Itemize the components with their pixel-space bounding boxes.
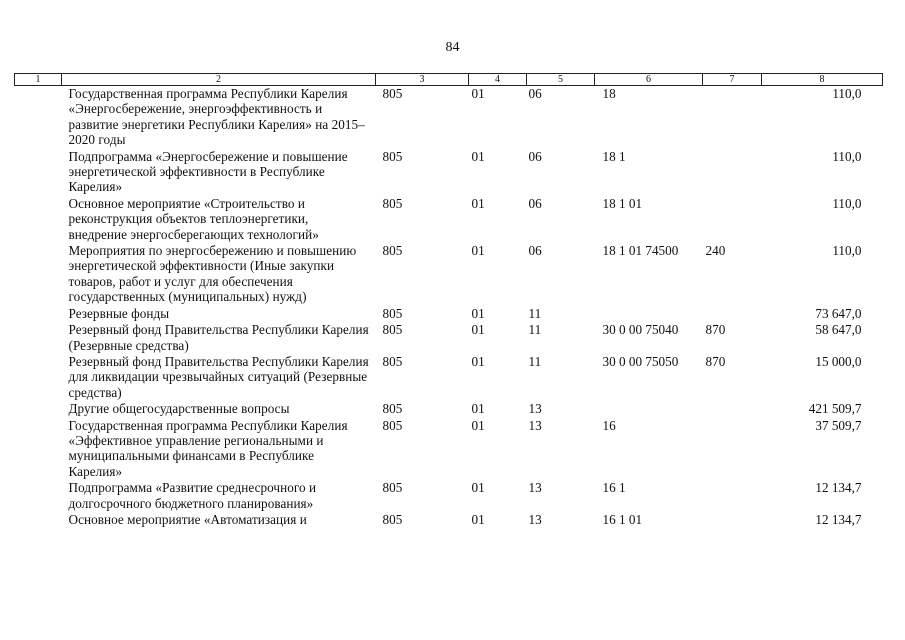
row-expense-type: 240 — [705, 243, 726, 259]
row-expense-type: 870 — [705, 353, 726, 369]
row-target-article: 18 — [602, 86, 616, 101]
row-name: Государственная программа Республики Карелия «Эффективное управление региональными и муниципальными финансами в Республике Карелия» — [68, 417, 348, 479]
row-ministry-code: 805 — [382, 322, 403, 338]
row-name: Подпрограмма «Энергосбережение и повышение энергетической эффективности в Республике Карелия» — [68, 148, 348, 195]
row-subsection: 13 — [528, 480, 542, 496]
row-name: Резервный фонд Правительства Республики Карелия для ликвидации чрезвычайных ситуаций (Резервные средства) — [68, 353, 369, 400]
row-target-article: 18 1 — [602, 148, 626, 164]
row-target-article: 30 0 00 75040 — [602, 322, 679, 338]
row-subsection: 11 — [528, 353, 542, 369]
column-number-header-row — [15, 74, 883, 86]
row-section: 01 — [471, 417, 485, 433]
row-name: Основное мероприятие «Автоматизация и — [68, 511, 307, 527]
row-subsection: 13 — [528, 417, 542, 433]
row-name: Мероприятия по энергосбережению и повышению энергетической эффективности (Иные закупки товаров, работ и услуг для обеспечения государственных (муниципальных) нужд) — [68, 243, 357, 305]
column-header-1: 1 — [15, 74, 62, 86]
row-section: 01 — [471, 86, 485, 101]
row-section: 01 — [471, 322, 485, 338]
row-ministry-code: 805 — [382, 511, 403, 527]
row-expense-type — [703, 196, 762, 243]
table-row — [15, 322, 883, 354]
row-ministry-code: 805 — [382, 243, 403, 259]
row-ministry-code: 805 — [382, 86, 403, 101]
row-ministry-code: 805 — [382, 417, 403, 433]
row-subsection: 13 — [528, 511, 542, 527]
row-section: 01 — [471, 480, 485, 496]
row-target-article — [595, 306, 703, 322]
row-ministry-code: 805 — [382, 195, 403, 211]
row-subsection: 11 — [528, 322, 542, 338]
column-header-2: 2 — [62, 74, 376, 86]
table-row — [15, 354, 883, 401]
row-name: Государственная программа Республики Карелия «Энергосбережение, энергоэффективность и развитие энергетики Республики Карелия» на 2015–2020 годы — [68, 86, 365, 148]
table-row — [15, 196, 883, 243]
column-header-5: 5 — [527, 74, 595, 86]
row-subsection: 06 — [528, 195, 542, 211]
row-subsection: 11 — [528, 305, 542, 321]
row-expense-type — [703, 480, 762, 512]
table-row — [15, 149, 883, 196]
row-name: Основное мероприятие «Строительство и реконструкция объектов теплоэнергетики, внедрение энергосберегающих технологий» — [68, 195, 319, 242]
row-amount: 73 647,0 — [815, 305, 862, 321]
row-expense-type — [703, 512, 762, 528]
table-row — [15, 306, 883, 322]
row-subsection: 06 — [528, 148, 542, 164]
row-ministry-code: 805 — [382, 401, 403, 417]
table-row — [15, 512, 883, 528]
row-amount: 110,0 — [832, 243, 862, 259]
row-section: 01 — [471, 305, 485, 321]
column-header-7: 7 — [703, 74, 762, 86]
row-section: 01 — [471, 195, 485, 211]
row-name: Резервные фонды — [68, 305, 170, 321]
row-amount: 37 509,7 — [815, 417, 862, 433]
row-expense-type: 870 — [705, 322, 726, 338]
column-header-4: 4 — [469, 74, 527, 86]
row-target-article: 16 1 01 — [602, 511, 643, 527]
row-section: 01 — [471, 148, 485, 164]
row-section: 01 — [471, 243, 485, 259]
row-expense-type — [703, 86, 762, 149]
row-subsection: 06 — [528, 243, 542, 259]
row-name: Резервный фонд Правительства Республики Карелия (Резервные средства) — [68, 322, 369, 353]
row-ministry-code: 805 — [382, 305, 403, 321]
row-name: Другие общегосударственные вопросы — [68, 401, 290, 417]
row-section: 01 — [471, 401, 485, 417]
row-subsection: 13 — [528, 401, 542, 417]
page-number: 84 — [445, 40, 460, 55]
row-amount: 58 647,0 — [815, 322, 862, 338]
row-subsection: 06 — [528, 86, 542, 101]
table-row — [15, 243, 883, 306]
table-row — [15, 418, 883, 481]
row-name: Подпрограмма «Развитие среднесрочного и долгосрочного бюджетного планирования» — [68, 480, 317, 511]
row-expense-type — [703, 418, 762, 481]
row-amount: 12 134,7 — [815, 511, 862, 527]
row-target-article: 18 1 01 — [602, 195, 643, 211]
row-target-article: 16 1 — [602, 480, 626, 496]
table-row — [15, 86, 883, 149]
row-section: 01 — [471, 511, 485, 527]
row-amount: 12 134,7 — [815, 480, 862, 496]
row-amount: 110,0 — [832, 86, 862, 101]
row-ministry-code: 805 — [382, 148, 403, 164]
row-section: 01 — [471, 353, 485, 369]
column-header-3: 3 — [376, 74, 469, 86]
row-ministry-code: 805 — [382, 480, 403, 496]
budget-table — [14, 73, 883, 528]
table-row — [15, 480, 883, 512]
row-target-article: 18 1 01 74500 — [602, 243, 679, 259]
row-amount: 110,0 — [832, 148, 862, 164]
table-row — [15, 401, 883, 417]
row-amount: 421 509,7 — [808, 401, 862, 417]
row-expense-type — [703, 306, 762, 322]
row-expense-type — [703, 149, 762, 196]
row-target-article: 30 0 00 75050 — [602, 353, 679, 369]
row-target-article: 16 — [602, 417, 616, 433]
row-amount: 15 000,0 — [815, 353, 862, 369]
row-target-article — [595, 401, 703, 417]
row-ministry-code: 805 — [382, 353, 403, 369]
row-expense-type — [703, 401, 762, 417]
column-header-6: 6 — [595, 74, 703, 86]
column-header-8: 8 — [762, 74, 883, 86]
row-amount: 110,0 — [832, 195, 862, 211]
